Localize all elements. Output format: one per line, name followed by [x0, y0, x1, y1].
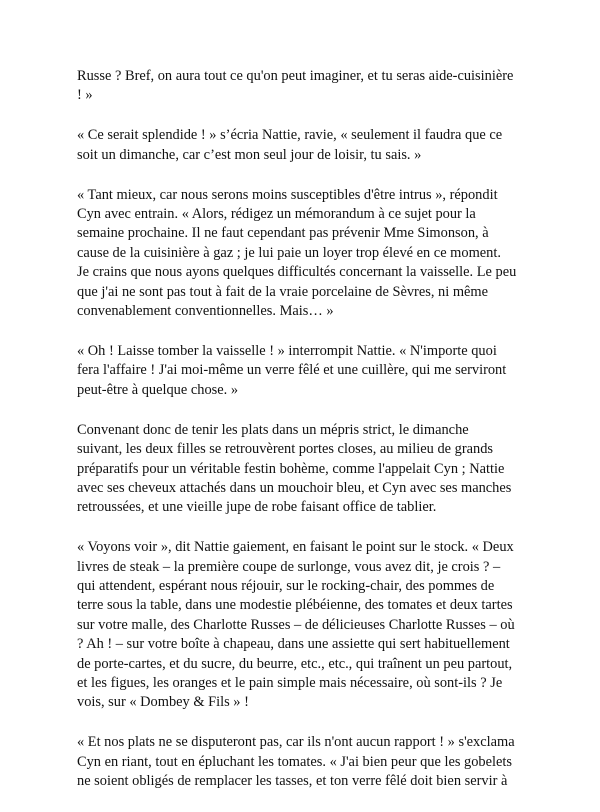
body-text: [77, 67, 527, 812]
text-line: préparatifs pour un véritable festin bohème, comme l'appelait Cyn ; Nattie: [77, 460, 505, 477]
text-line: de porte-cartes, et du sucre, du beurre, etc., etc., qui traînent un peu partout,: [77, 655, 513, 672]
text-line: cause de la cuisinière à gaz ; je lui paie un loyer trop élevé en ce moment.: [77, 244, 501, 261]
paragraph: [77, 421, 527, 518]
text-line: et les figues, les oranges et le pain simple mais nécessaire, où sont-ils ? Je: [77, 675, 503, 692]
paragraph: [77, 538, 527, 713]
text-line: que j'ai ne sont pas tout à fait de la vraie porcelaine de Sèvres, ni même: [77, 283, 488, 300]
text-line: « Voyons voir », dit Nattie gaiement, en faisant le point sur le stock. « Deux: [77, 539, 514, 556]
text-line: sur votre malle, des Charlotte Russes – de délicieuses Charlotte Russes – où: [77, 616, 515, 633]
paragraph: [77, 733, 527, 791]
paragraph: [77, 186, 527, 322]
text-line: retroussées, et une vieille jupe de robe faisant office de tablier.: [77, 499, 437, 516]
text-line: Russe ? Bref, on aura tout ce qu'on peut imaginer, et tu seras aide-cuisinière: [77, 68, 514, 84]
paragraph: [77, 126, 527, 165]
text-line: « Ce serait splendide ! » s’écria Nattie, ravie, « seulement il faudra que ce: [77, 127, 503, 144]
text-line: « Oh ! Laisse tomber la vaisselle ! » interrompit Nattie. « N'importe quoi: [77, 342, 497, 359]
text-line: vois, sur « Dombey & Fils » !: [77, 694, 249, 711]
text-line: Je crains que nous ayons quelques difficultés concernant la vaisselle. Le peu: [77, 264, 517, 281]
text-line: avec ses cheveux attachés dans un mouchoir bleu, et Cyn avec ses manches: [77, 479, 512, 496]
text-line: soit un dimanche, car c’est mon seul jour de loisir, tu sais. »: [77, 146, 422, 163]
text-line: « Et nos plats ne se disputeront pas, car ils n'ont aucun rapport ! » s'exclama: [77, 734, 515, 751]
text-line: ? Ah ! – sur votre boîte à chapeau, dans une assiette qui sert habituellement: [77, 636, 510, 653]
text-line: ! »: [77, 87, 93, 104]
text-line: ne soient obligés de remplacer les tasses, et ton verre fêlé doit bien servir à: [77, 773, 508, 790]
text-line: qui attendent, espérant nous réjouir, sur le rocking-chair, des pommes de: [77, 578, 495, 595]
text-line: livres de steak – la première coupe de surlonge, vous avez dit, je crois ? –: [77, 558, 501, 575]
text-line: semaine prochaine. Il ne faut cependant pas prévenir Mme Simonson, à: [77, 225, 489, 242]
text-line: Convenant donc de tenir les plats dans un mépris strict, le dimanche: [77, 421, 469, 438]
text-line: suivant, les deux filles se retrouvèrent portes closes, au milieu de grands: [77, 441, 494, 458]
text-line: Cyn avec entrain. « Alors, rédigez un mémorandum à ce sujet pour la: [77, 206, 476, 223]
text-line: Cyn en riant, tout en épluchant les tomates. « J'ai bien peur que les gobelets: [77, 753, 513, 770]
text-line: terre sous la table, dans une modestie plébéienne, des tomates et deux tartes: [77, 597, 513, 614]
paragraph: [77, 67, 527, 106]
text-line: peut-être à quelque chose. »: [77, 381, 239, 398]
text-line: « Tant mieux, car nous serons moins susceptibles d'être intrus », répondit: [77, 186, 498, 203]
text-line: convenablement conventionnelles. Mais… »: [77, 303, 334, 320]
paragraph: [77, 342, 527, 400]
text-line: fera l'affaire ! J'ai moi-même un verre fêlé et une cuillère, qui me serviront: [77, 362, 507, 379]
